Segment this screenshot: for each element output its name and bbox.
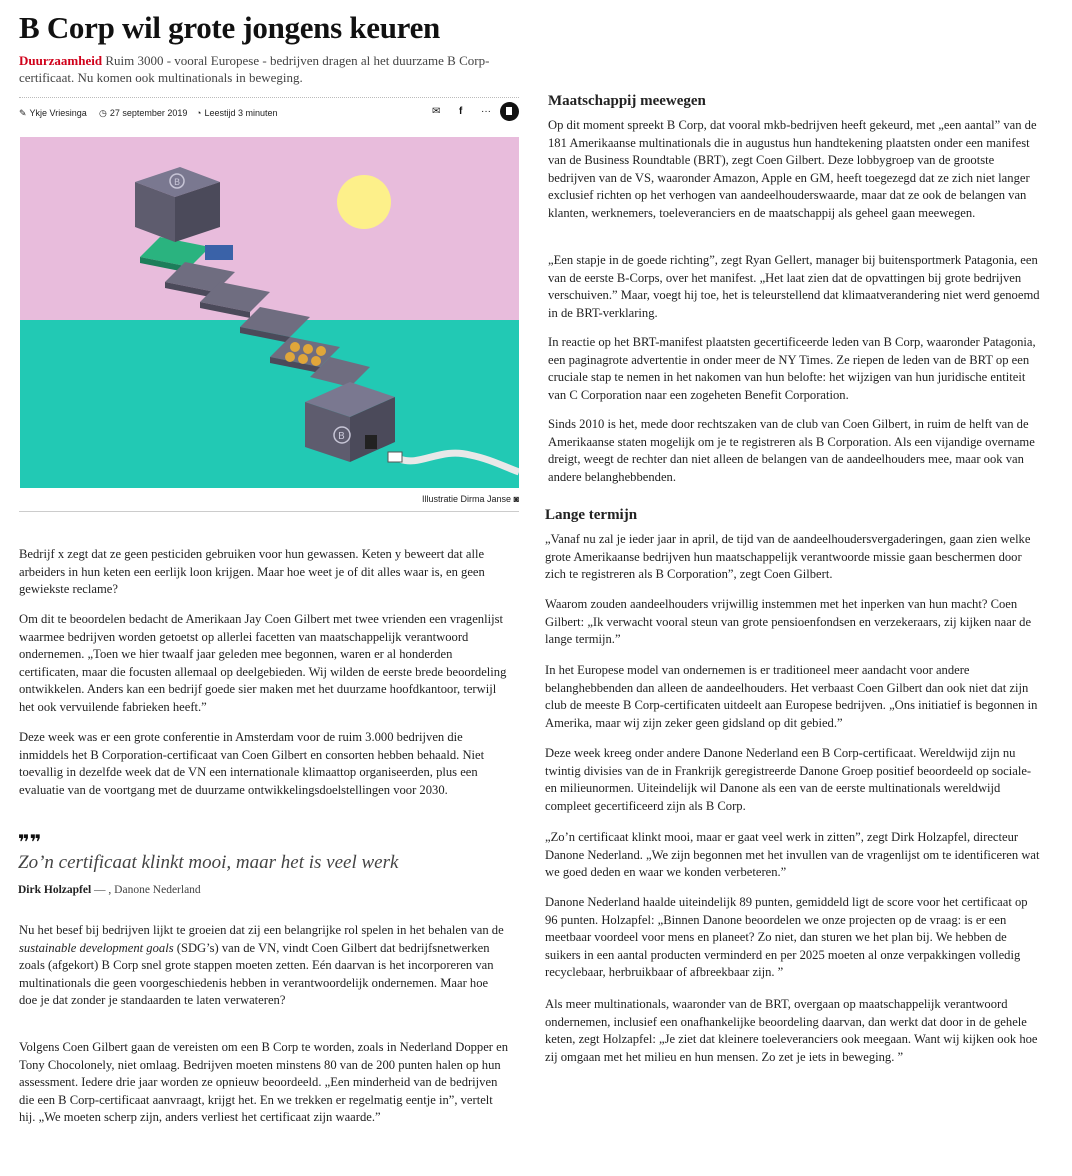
body-paragraph: „Een stapje in de goede richting”, zegt Ryan Gellert, manager bij buitensportmerk Patagonia, een van de eerste B-Corps, over het manifest. „Het laat zien dat de opvattingen bij grote bedrijven verschuiven.” Maar, voegt hij toe, het is teleurstellend dat klimaatverandering niet werd genoemd in de BRT-verklaring. — [548, 253, 1040, 320]
building-logo-bottom: B — [338, 431, 345, 442]
sun — [337, 175, 391, 229]
author[interactable]: ✎ Ykje Vriesinga — [19, 108, 87, 118]
body-paragraph: Bedrijf x zegt dat ze geen pesticiden gebruiken voor hun gewassen. Keten y beweert dat alle arbeiders in hun keten een eerlijk loon krijgen. Maar hoe weet je of dit alles waar is, en geen gewiekste reclame? — [19, 547, 485, 596]
body-paragraph: Als meer multinationals, waaronder van de BRT, overgaan op maatschappelijk verantwoord ondernemen, inclusief een onafhankelijke beoordeling daarvan, dan werkt dat door in de gehele keten, zegt Holzapfel: „Je ziet dat kleinere toeleveranciers ook meegaan. Want wij kijken ook hoe zij omgaan met het milieu en hun mensen. Zo zet je iets in beweging. ” — [545, 997, 1038, 1064]
body-paragraph: Waarom zouden aandeelhouders vrijwillig instemmen met het inperken van hun macht? Coen Gilbert: „Ik verwacht vooral steun van grote pensioenfondsen en verzekeraars, zij kijken naar de lange termijn.” — [545, 597, 1032, 646]
illustration-svg — [20, 137, 519, 488]
clock-icon: ◷ — [99, 108, 107, 118]
pull-quote: Zo’n certificaat klinkt mooi, maar het is veel werk — [18, 852, 399, 873]
body-paragraph: Volgens Coen Gilbert gaan de vereisten om een B Corp te worden, zoals in Nederland Dopper en Tony Chocolonely, niet omlaag. Bedrijven moeten minstens 80 van de 200 punten halen op hun assessment. Iedere drie jaar worden ze opnieuw beoordeeld. „Een minderheid van de bedrijven die een B Corp-certificaat aanvraagt, krijgt het. En we trekken er regelmatig eentje in”, vertelt hij. „We moeten scherp zijn, anders verliest het certificaat zijn waarde.” — [19, 1040, 509, 1124]
section-kicker[interactable]: Duurzaamheid — [19, 53, 103, 68]
more-icon[interactable]: ··· — [481, 106, 491, 117]
building-logo-top: B — [174, 178, 181, 188]
body-paragraph: Danone Nederland haalde uiteindelijk 89 punten, gemiddeld ligt de score voor het certificaat op 96 punten. Holzapfel: „Binnen Danone beoordelen we onze projecten op de vraag: is er een meetbaar voordeel voor mens en planeet? Zo niet, dan sturen we het plan bij. We hebben de suikers in een aantal producten verminderd en per 2025 moeten al onze verpakkingen volledig recyclebaar, herbruikbaar of afbreekbaar zijn. ” — [545, 895, 1028, 979]
truck — [388, 452, 402, 462]
quote-attribution: Dirk Holzapfel — , Danone Nederland — [18, 884, 201, 896]
body-paragraph: Deze week kreeg onder andere Danone Nederland een B Corp-certificaat. Wereldwijd zijn nu twintig divisies van de in Frankrijk geregistreerde Danone Groep positief beoordeeld op sociale- en milieunormen. Uiteindelijk wil Danone als een van de eerste multinationals wereldwijd compleet gecertificeerd zijn als B Corp. — [545, 746, 1032, 813]
body-paragraph: In het Europese model van ondernemen is er traditioneel meer aandacht voor andere belanghebbenden dan alleen de aandeelhouders. Het verbaast Coen Gilbert dan ook niet dat zijn club de meeste B Corp-certificaten uitdeelt aan Europese bedrijven. „Ons initiatief is begonnen in Amerika, maar wij zijn zeker geen gidsland op dit gebied.” — [545, 663, 1038, 730]
article-title: B Corp wil grote jongens keuren — [19, 10, 440, 45]
body-paragraph: „Zo’n certificaat klinkt mooi, maar er gaat veel werk in zitten”, zegt Dirk Holzapfel, directeur Danone Nederland. „We zijn begonnen met het invullen van de vragenlijst om te identificeren wat we goed deden en waar we konden verbeteren.” — [545, 830, 1040, 879]
body-paragraph: Sinds 2010 is het, mede door rechtszaken van de club van Coen Gilbert, in ruim de helft van de Amerikaanse staten mogelijk om je te registreren als B Corporation. Als een vijandige overname dreigt, weegt de rechter dan niet alleen de belangen van de aandeelhouders mee, maar ook van andere belanghebbenden. — [548, 417, 1035, 484]
camera-icon: ◙ — [513, 494, 519, 504]
body-paragraph: „Vanaf nu zal je ieder jaar in april, de tijd van de aandeelhoudersvergaderingen, gaan zien welke grote Amerikaanse bedrijven hun maatschappelijk verantwoorde missie gaan beschermen door zich te registreren als B Corporation”, zegt Coen Gilbert. — [545, 532, 1031, 581]
illustration-credit: Illustratie Dirma Janse ◙ — [422, 494, 519, 504]
body-paragraph: Om dit te beoordelen bedacht de Amerikaan Jay Coen Gilbert met twee vrienden een vragenlijst waarmee bedrijven worden getoetst op allerlei facetten van maatschappelijk verantwoord ondernemen. „Toen we hier twaalf jaar geleden mee begonnen, waren er al honderden certificaten, maar die focusten allemaal op deelgebieden. Wij wilden de eerste brede beoordeling ontwikkelen. Anders kan een bedrijf goede sier maken met het duurzame hoofdkantoor, terwijl het ook vervuilende fabrieken heeft.” — [19, 612, 507, 714]
publish-date: ◷ 27 september 2019 — [99, 108, 188, 118]
body-paragraph: Op dit moment spreekt B Corp, dat vooral mkb-bedrijven heeft gekeurd, met „een aantal” van de 181 Amerikaanse multinationals die in augustus hun handtekening plaatsten onder een manifest van de Business Roundtable (BRT), zegt Coen Gilbert. Deze lobbygroep van de grootste bedrijven van de VS, waaronder Amazon, Apple en GM, heeft toegezegd dat ze zich niet langer exclusief richten op het verhogen van aandeelhouderswaarde, maar dat ze ook de belangen van klanten, werknemers, toeleveranciers en de maatschappij als geheel gaan meewegen. — [548, 118, 1037, 220]
section-heading: Maatschappij meewegen — [548, 93, 706, 109]
quote-icon: ❞❞ — [18, 830, 42, 854]
body-paragraph: Deze week was er een grote conferentie in Amsterdam voor de ruim 3.000 bedrijven die inmiddels het B Corporation-certificaat van Coen Gilbert en consorten hebben behaald. Niet toevallig in dezelfde week dat de VN een internationale klimaattop organiseerden, plus een evaluatie van de voortgang met de duurzame ontwikkelingsdoelstellingen voor 2030. — [19, 730, 485, 797]
bookmark-icon — [506, 107, 512, 115]
mail-icon[interactable]: ✉ — [432, 106, 441, 117]
article-illustration — [20, 137, 519, 488]
bookmark-button[interactable] — [500, 102, 519, 121]
body-paragraph: In reactie op het BRT-manifest plaatsten gecertificeerde leden van B Corp, waaronder Patagonia, een paginagrote advertentie in onder meer de NY Times. Ze riepen de leden van de BRT op een cruciale stap te nemen in het nakomen van hun belofte: het wijzigen van hun juridische entiteit van C Corporation naar een zogeheten Benefit Corporation. — [548, 335, 1036, 402]
timer-icon: ◔ — [196, 108, 202, 118]
body-paragraph: Nu het besef bij bedrijven lijkt te groeien dat zij een belangrijke rol spelen in het behalen van de sustainable development goals (SDG’s) van de VN, vindt Coen Gilbert dat bedrijfsnetwerken zoals (afgekort) B Corp snel grote stappen moeten zetten. Eén daarvan is het incorporeren van multinationals die geen voorgeschiedenis hebben in verantwoordelijk ondernemen. Maar hoe doe je dat zonder je standaarden te laten verwateren? — [19, 923, 504, 1007]
article-meta — [19, 97, 519, 128]
facebook-icon[interactable]: f — [459, 106, 463, 117]
intro-text: Ruim 3000 - vooral Europese - bedrijven dragen al het duurzame B Corp-certificaat. Nu komen ook multinationals in beweging. — [19, 53, 490, 85]
article-intro — [19, 52, 519, 86]
pen-icon: ✎ — [19, 108, 27, 118]
read-time: ◔ Leestijd 3 minuten — [196, 108, 278, 118]
section-heading: Lange termijn — [545, 507, 638, 523]
divider — [19, 511, 519, 512]
